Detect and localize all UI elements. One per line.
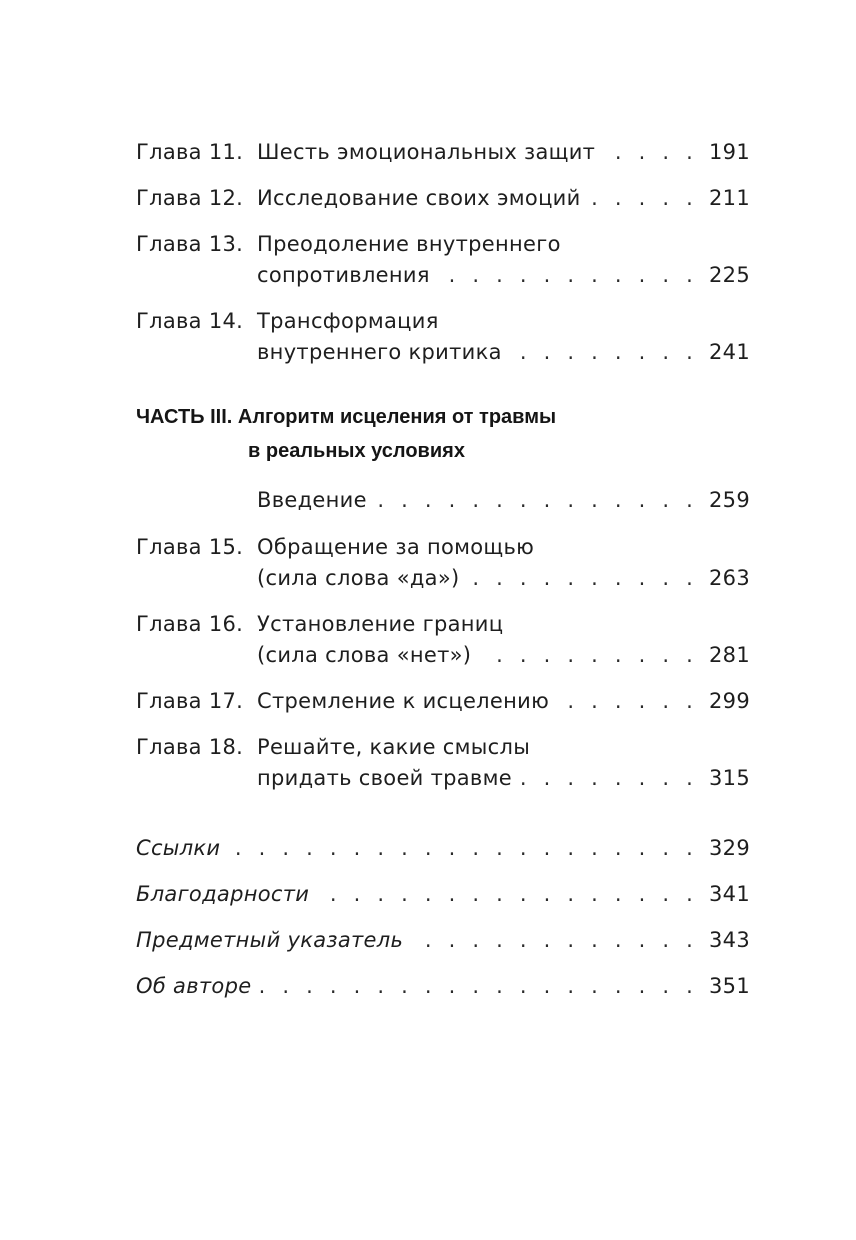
chapter-label: Глава 11. bbox=[136, 140, 244, 164]
chapter-title: Исследование своих эмоций bbox=[257, 186, 581, 210]
toc-entry-chapter-14[interactable] bbox=[136, 309, 750, 371]
toc-entry-chapter-12[interactable] bbox=[136, 186, 750, 217]
toc-entry-acknowledgements[interactable] bbox=[136, 882, 750, 913]
page-number: 259 bbox=[709, 488, 750, 512]
toc-entry-chapter-11[interactable] bbox=[136, 140, 750, 171]
chapter-label: Глава 13. bbox=[136, 232, 244, 256]
page-number: 241 bbox=[709, 340, 750, 364]
page-number: 315 bbox=[709, 766, 750, 790]
chapter-title-cont: (сила слова «нет») bbox=[257, 643, 472, 667]
chapter-title: Введение bbox=[257, 488, 367, 512]
dot-leader bbox=[479, 643, 698, 667]
dot-leader bbox=[438, 263, 698, 287]
page-number: 191 bbox=[709, 140, 750, 164]
dot-leader bbox=[510, 340, 698, 364]
dot-leader bbox=[259, 974, 698, 998]
page-number: 329 bbox=[709, 836, 750, 860]
dot-leader bbox=[603, 140, 698, 164]
chapter-title: Трансформация bbox=[257, 309, 439, 333]
back-matter-title: Об авторе bbox=[136, 974, 252, 998]
chapter-label: Глава 12. bbox=[136, 186, 244, 210]
page-number: 351 bbox=[709, 974, 750, 998]
page-number: 343 bbox=[709, 928, 750, 952]
dot-leader bbox=[589, 186, 698, 210]
dot-leader bbox=[411, 928, 698, 952]
chapter-title: Преодоление внутреннего bbox=[257, 232, 561, 256]
toc-entry-chapter-18[interactable] bbox=[136, 735, 750, 797]
page-number: 263 bbox=[709, 566, 750, 590]
chapter-label: Глава 16. bbox=[136, 612, 244, 636]
dot-leader bbox=[228, 836, 698, 860]
toc-entry-introduction[interactable] bbox=[136, 488, 750, 519]
toc-entry-chapter-16[interactable] bbox=[136, 612, 750, 674]
page-number: 299 bbox=[709, 689, 750, 713]
page-number: 281 bbox=[709, 643, 750, 667]
toc-entry-about-author[interactable] bbox=[136, 974, 750, 1005]
chapter-title-cont: внутреннего критика bbox=[257, 340, 502, 364]
dot-leader bbox=[557, 689, 698, 713]
chapter-title-cont: сопротивления bbox=[257, 263, 430, 287]
toc-entry-chapter-15[interactable] bbox=[136, 535, 750, 597]
part-heading-line-2: в реальных условиях bbox=[248, 440, 465, 462]
chapter-label: Глава 17. bbox=[136, 689, 244, 713]
chapter-title: Установление границ bbox=[257, 612, 504, 636]
chapter-title: Обращение за помощью bbox=[257, 535, 535, 559]
back-matter-title: Предметный указатель bbox=[136, 928, 404, 952]
toc-entry-subject-index[interactable] bbox=[136, 928, 750, 959]
dot-leader bbox=[467, 566, 698, 590]
chapter-label: Глава 14. bbox=[136, 309, 244, 333]
page-number: 341 bbox=[709, 882, 750, 906]
toc-entry-chapter-13[interactable] bbox=[136, 232, 750, 294]
toc-entry-references[interactable] bbox=[136, 836, 750, 867]
toc-entry-chapter-17[interactable] bbox=[136, 689, 750, 720]
chapter-title: Решайте, какие смыслы bbox=[257, 735, 531, 759]
chapter-title-cont: (сила слова «да») bbox=[257, 566, 460, 590]
chapter-title: Шесть эмоциональных защит bbox=[257, 140, 596, 164]
back-matter-title: Ссылки bbox=[136, 836, 221, 860]
page-number: 225 bbox=[709, 263, 750, 287]
part-heading[interactable] bbox=[136, 400, 556, 468]
dot-leader bbox=[317, 882, 698, 906]
chapter-title: Стремление к исцелению bbox=[257, 689, 550, 713]
dot-leader bbox=[375, 488, 698, 512]
page-number: 211 bbox=[709, 186, 750, 210]
back-matter-title: Благодарности bbox=[136, 882, 310, 906]
part-heading-line-1: ЧАСТЬ III. Алгоритм исцеления от травмы bbox=[136, 406, 557, 428]
dot-leader bbox=[520, 766, 698, 790]
chapter-title-cont: придать своей травме bbox=[257, 766, 512, 790]
chapter-label: Глава 18. bbox=[136, 735, 244, 759]
chapter-label: Глава 15. bbox=[136, 535, 244, 559]
